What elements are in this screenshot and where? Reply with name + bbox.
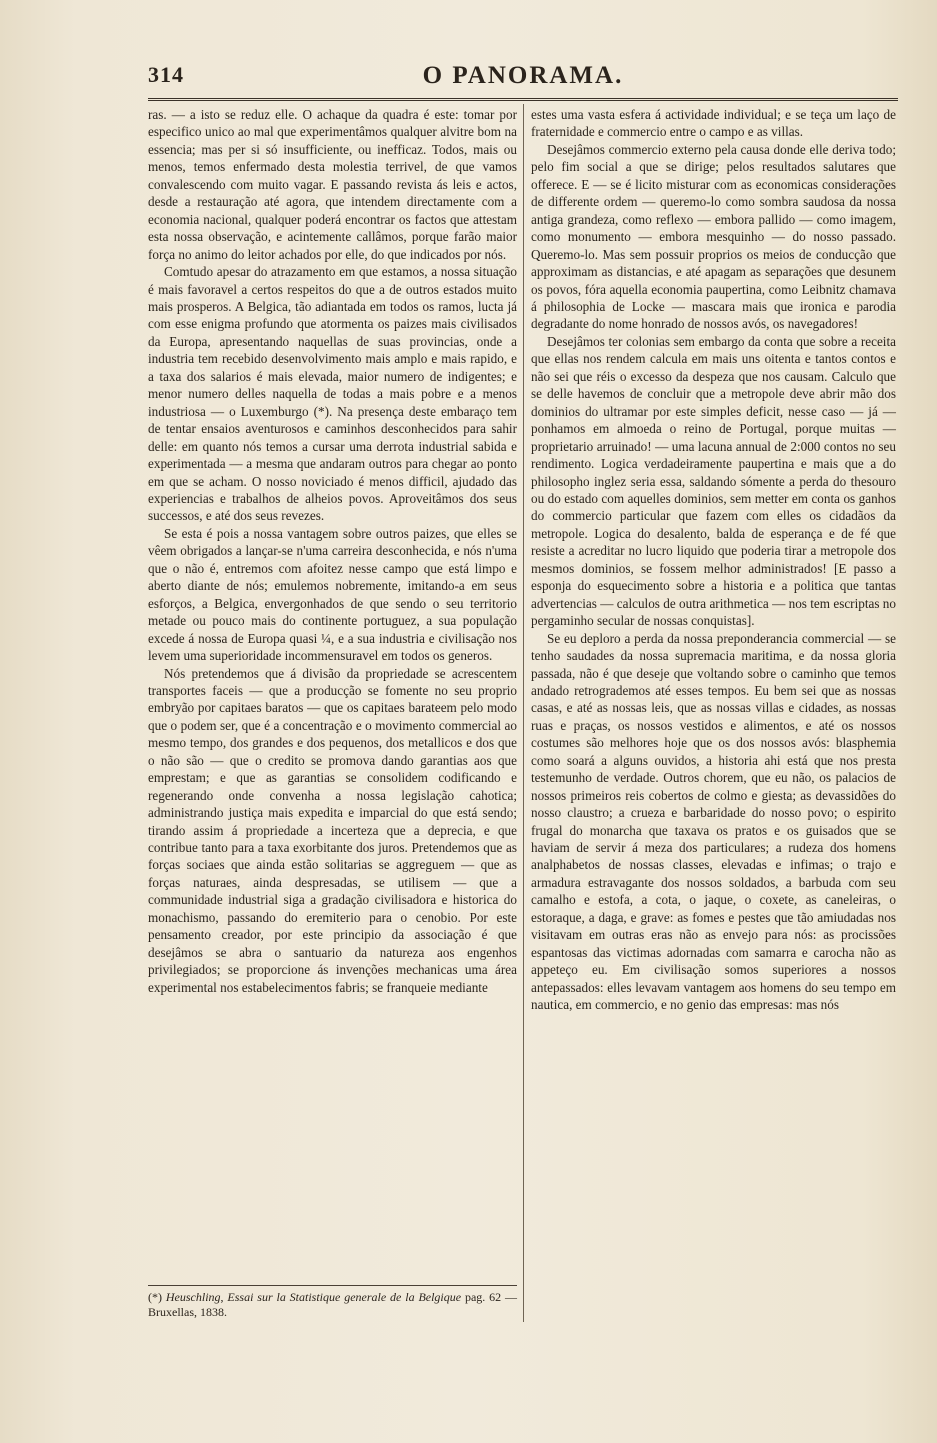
paragraph: Nós pretendemos que á divisão da propriedade se acrescentem transportes faceis — que a producção se fomente no seu proprio embryão por capitaes baratos — que os capitaes barateem pelo modo que o podem ser, que é a concentração e o movimento commercial ao mesmo tempo, dos grandes e dos pequenos, dos metallicos e dos que o não são — que o credito se promova dando garantias aos que emprestam; e que as garantias se consolidem codificando e regenerando onde convenha a nossa legislação cahotica; administrando justiça mais expedita e imparcial do que está sendo; tirando assim á propriedade a incerteza que a deprecia, e que contribue tanto para a taxa exorbitante dos juros. Pretendemos que as forças sociaes que ainda estão solitarias se aggreguem — que as forças naturaes, ainda despresadas, se utilisem — que a communidade industrial siga a gradação civilisadora e historica do monachismo, passando do eremiterio para o cenobio. Por este pensamento creador, por este principio da associação é que desejâmos se abra o santuario da natureza aos engenhos privilegiados; se proporcione ás invenções mechanicas uma área experimental nos estabelecimentos fabris; se franqueie mediante — [148, 665, 517, 995]
footnote-title: Essai sur la Statistique generale de la Belgique — [227, 1290, 462, 1304]
footnote-rest: pag. 62 — Bruxellas, 1838. — [148, 1290, 518, 1319]
footnote: (*) Heuschling, Essai sur la Statistique generale de la Belgique pag. 62 — Bruxellas, 1838. — [148, 1290, 518, 1319]
paragraph: Se eu deploro a perda da nossa preponderancia commercial — se tenho saudades da nossa supremacia maritima, e da nossa gloria passada, não é que deseje que voltando sobre o caminho que temos andado retrogrademos até esses tempos. Eu bem sei que as nossas casas, e até as nossas leis, que as nossas villas e cidades, as nossas ruas e praças, os nossos vestidos e alimentos, e até os nossos costumes são melhores hoje que os dos nossos avós: blasphemia como soará a alguns ouvidos, a historia ahi está que nos presta testemunho de verdade. Outros chorem, que eu não, os palacios de nossos primeiros reis cobertos de colmo e giesta; as devassidões do nosso claustro; a crueza e barbaridade do nosso povo; o espirito frugal do monarcha que taxava os pratos e os guisados que se haviam de servir á meza dos particulares; a rudeza dos homens analphabetos de nossas classes, elevadas e infimas; o trajo e armadura estravagante dos nossos soldados, a barbuda com seu camalho e estofa, a cota, o jaque, o coxete, as caneleiras, o estoraque, a daga, e grave: as fomes e pestes que tão amiudadas nos visitavam em outras eras não as envejo para nós: as procissões espantosas das victimas adornadas com samarra e carocha não as appeteço eu. Em civilisação somos superiores a nossos antepassados: elles levavam vantagem aos homens do seu tempo em nautica, em commercio, e no genio das empresas: mas nós — [531, 630, 896, 1013]
paragraph: Desejâmos commercio externo pela causa donde elle deriva todo; pelo fim social a que se dirige; pelos resultados salutares que offerece. E — se é licito misturar com as economicas considerações de differente ordem — queremo-lo como sombra saudosa da nossa antiga grandeza, como reflexo — embora pallido — como imagem, como monumento — embora mesquinho — do nosso passado. Queremo-lo. Mas sem possuir proprios os meios de conducção que approximam as distancias, e até apagam as separações que desunem os povos, fóra aquella economia paupertina, como Leibnitz chamava á philosophia de Locke — mascara mais que ironica e parodia degradante do nome honrado de nossos avós, os navegadores! — [531, 141, 896, 332]
paragraph: Comtudo apesar do atrazamento em que estamos, a nossa situação é mais favoravel a certos respeitos do que a de outros estados muito mais prosperos. A Belgica, tão adiantada em todos os ramos, lucta já com esse enigma profundo que atormenta os paizes mais civilisados da Europa, apresentando naquellas de suas provincias, onde a industria tem recebido desenvolvimento mais amplo e mais rapido, e a taxa dos salarios é mais elevada, maior numero de indigentes; e menor numero delles naquella de todas a mais pobre e a menos industriosa — o Luxemburgo (*). Na presença deste embaraço tem de tentar ensaios aventurosos e caminhos desconhecidos para sahir delle: em quanto nós temos a cursar uma derrota industrial sabida e experimentada — a mesma que andaram outros para chegar ao ponto em que se acham. O nosso noviciado é menos difficil, ajudado das experiencias e trabalhos de alheios povos. Aproveitâmos dos seus successos, e até dos seus revezes. — [148, 264, 517, 524]
page-number: 314 — [148, 62, 184, 87]
paragraph: ras. — a isto se reduz elle. O achaque da quadra é este: tomar por especifico unico ao mal que experimentâmos qualquer alvitre bom na essencia; mas per si só insufficiente, ou inefficaz. Todos, mais ou menos, temos enfermado desta molestia terrivel, de que vamos convalescendo com muito vagar. E passando revista ás leis e actos, desde a restauração até agora, que intendem directamente com a economia nacional, qualquer poderá encontrar os factos que attestam esta nossa observação, e acintemente callâmos, porque farão maior força no animo do leitor achados por elle, do que indicados por nós. — [148, 107, 517, 262]
journal-title: O PANORAMA. — [422, 62, 624, 89]
column-divider — [523, 104, 524, 1322]
left-column — [148, 106, 517, 996]
page-header — [148, 60, 898, 96]
footnote-marker: (*) — [148, 1290, 162, 1304]
right-column — [531, 106, 896, 1014]
paragraph: estes uma vasta esfera á actividade individual; e se teça um laço de fraternidade e commercio entre o campo e as villas. — [531, 107, 896, 140]
paragraph: Se esta é pois a nossa vantagem sobre outros paizes, que elles se vêem obrigados a lançar-se n'uma carreira desconhecida, e nós n'uma que o não é, entremos com afoitez nesse campo que está limpo e aberto diante de nós; emulemos nobremente, imitando-a em seus esforços, a Belgica, envergonhados de que sendo o seu territorio metade ou pouco mais do continente portuguez, a sua população excede á nossa de Europa quasi ¼, e a sua industria e civilisação nos levem uma superioridade incommensuravel em todos os generos. — [148, 525, 517, 664]
footnote-author: Heuschling — [165, 1290, 221, 1304]
footnote-rule — [148, 1285, 517, 1286]
paragraph: Desejâmos ter colonias sem embargo da conta que sobre a receita que ellas nos rendem calcula em mais uns oitenta e tantos contos e não sei que réis o excesso da despeza que nos causam. Calculo que se delle havemos de concluir que a metropole deve abrir mão dos dominios do ultramar por este simples deficit, nesse caso — já — ponhamos em almoeda o reino de Portugal, porque muitas — proprietario arruinado! — uma lacuna annual de 2:000 contos no seu rendimento. Logica verdadeiramente paupertina e mais que a do philosopho inglez seria essa, saldando sómente a perda do thesouro ou do estado com aquelles dominios, sem metter em conta os ganhos do commercio particular que fazem com elles os cidadãos da metropole. Logica do desalento, balda de esperança e de fé que resiste a acreditar no lucro liquido que poderia tirar a metropole dos mesmos dominios, se fossem melhor administrados! [E passo a esponja do esquecimento sobre a historia e a politica que tantas advertencias — calculos de outra arithmetica — nos tem escriptas no pergaminho secular de nossas conquistas]. — [531, 333, 896, 629]
header-rule — [148, 98, 898, 101]
